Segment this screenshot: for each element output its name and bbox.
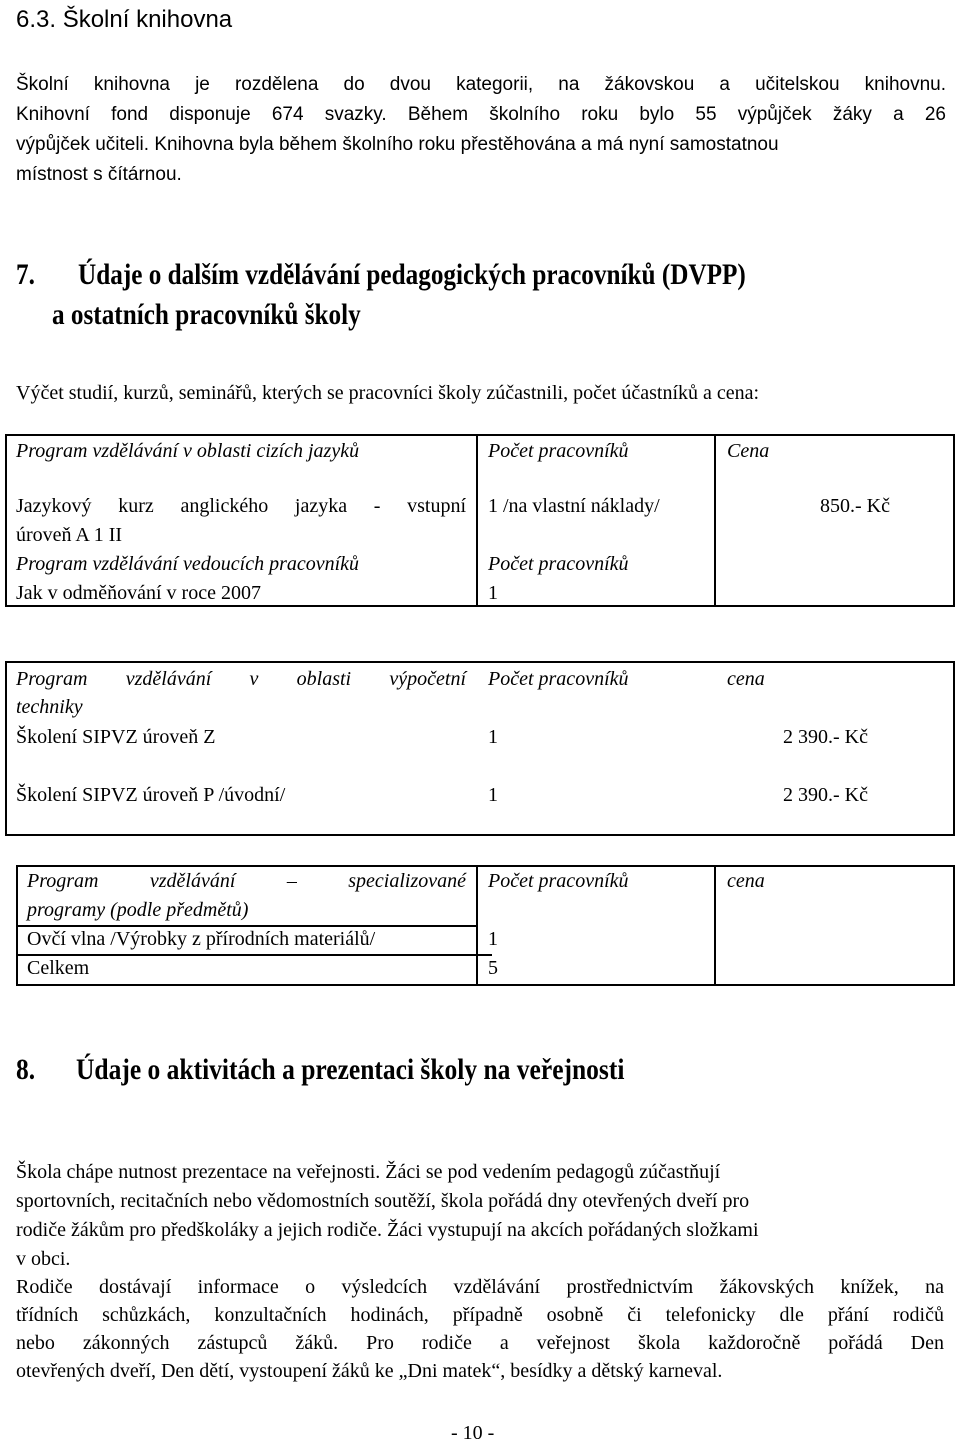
table2-header-count: Počet pracovníků (488, 668, 629, 690)
library-text-line-2: Knihovní fond disponuje 674 svazky. Během školního roku bylo 55 výpůjček žáky a 26 (16, 104, 946, 125)
table2-row2-count: 1 (488, 784, 498, 806)
section-title-6-3: 6.3. Školní knihovna (16, 6, 233, 33)
table2-header-program-line-1: Program vzdělávání v oblasti výpočetní (16, 668, 466, 690)
table1-subheader-count: Počet pracovníků (488, 553, 629, 575)
table3-row2-count: 5 (488, 957, 498, 979)
table3-header-count: Počet pracovníků (488, 870, 629, 892)
section-8-para2-line-2: třídních schůzkách, konzultačních hodinách, případně osobně či telefonicky dle přání rodičů (16, 1304, 944, 1326)
table2-row1-price: 2 390.- Kč (783, 726, 868, 748)
table1-row1-program-line-2: úroveň A 1 II (16, 524, 123, 546)
section-7-number: 7. (16, 258, 35, 291)
section-8-number: 8. (16, 1053, 36, 1086)
table3-row1-program: Ovčí vlna /Výrobky z přírodních materiálů/ (27, 928, 376, 950)
table1-header-price: Cena (727, 440, 770, 462)
page-number: - 10 - (451, 1422, 495, 1444)
table2-row2-price: 2 390.- Kč (783, 784, 868, 806)
table1-row1-price: 850.- Kč (820, 495, 890, 517)
table2-header-price: cena (727, 668, 765, 690)
library-text-line-3: výpůjček učiteli. Knihovna byla během školního roku přestěhována a má nyní samostatnou (16, 134, 779, 155)
table1-header-count: Počet pracovníků (488, 440, 629, 462)
table3-header-price: cena (727, 870, 765, 892)
table1-subheader-program: Program vzdělávání vedoucích pracovníků (16, 553, 360, 575)
table1-row1-program-line-1: Jazykový kurz anglického jazyka - vstupní (16, 495, 466, 517)
table3-row2-program: Celkem (27, 957, 90, 979)
table3-row1-count: 1 (488, 928, 498, 950)
table2-row1-program: Školení SIPVZ úroveň Z (16, 726, 216, 748)
section-8-para1-line-1: Škola chápe nutnost prezentace na veřejnosti. Žáci se pod vedením pedagogů zúčastňují (16, 1161, 721, 1183)
section-7-intro: Výčet studií, kurzů, seminářů, kterých se pracovníci školy zúčastnili, počet účastníků a cena: (16, 382, 760, 404)
section-7-title-line-2: a ostatních pracovníků školy (52, 298, 361, 331)
table2-header-program-line-2: techniky (16, 696, 83, 718)
table1-header-program: Program vzdělávání v oblasti cizích jazyků (16, 440, 360, 462)
table1-row1-count: 1 /na vlastní náklady/ (488, 495, 660, 517)
section-8-para1-line-3: rodiče žákům pro předškoláky a jejich rodiče. Žáci vystupují na akcích pořádaných složkami (16, 1219, 759, 1241)
table3-header-program-line-2: programy (podle předmětů) (27, 899, 249, 921)
library-text-line-4: místnost s čítárnou. (16, 164, 182, 185)
section-8-para1-line-2: sportovních, recitačních nebo vědomostních soutěží, škola pořádá dny otevřených dveří pro (16, 1190, 750, 1212)
table1-row2-count: 1 (488, 582, 498, 604)
table1-row2-program: Jak v odměňování v roce 2007 (16, 582, 261, 604)
section-8-title: Údaje o aktivitách a prezentaci školy na veřejnosti (76, 1053, 625, 1086)
section-8-para1-line-4: v obci. (16, 1248, 71, 1270)
section-8-para2-line-4: otevřených dveří, Den dětí, vystoupení žáků ke „Dni matek“, besídky a dětský karneval. (16, 1360, 723, 1382)
section-7-title-line-1: Údaje o dalším vzdělávání pedagogických pracovníků (DVPP) (78, 258, 746, 291)
library-text-line-1: Školní knihovna je rozdělena do dvou kategorii, na žákovskou a učitelskou knihovnu. (16, 74, 946, 95)
table3-header-program-line-1: Program vzdělávání – specializované (27, 870, 466, 892)
table2-row1-count: 1 (488, 726, 498, 748)
section-8-para2-line-3: nebo zákonných zástupců žáků. Pro rodiče a veřejnost škola každoročně pořádá Den (16, 1332, 944, 1354)
table2-row2-program: Školení SIPVZ úroveň P /úvodní/ (16, 784, 286, 806)
section-8-para2-line-1: Rodiče dostávají informace o výsledcích vzdělávání prostřednictvím žákovských knížek, na (16, 1276, 944, 1298)
